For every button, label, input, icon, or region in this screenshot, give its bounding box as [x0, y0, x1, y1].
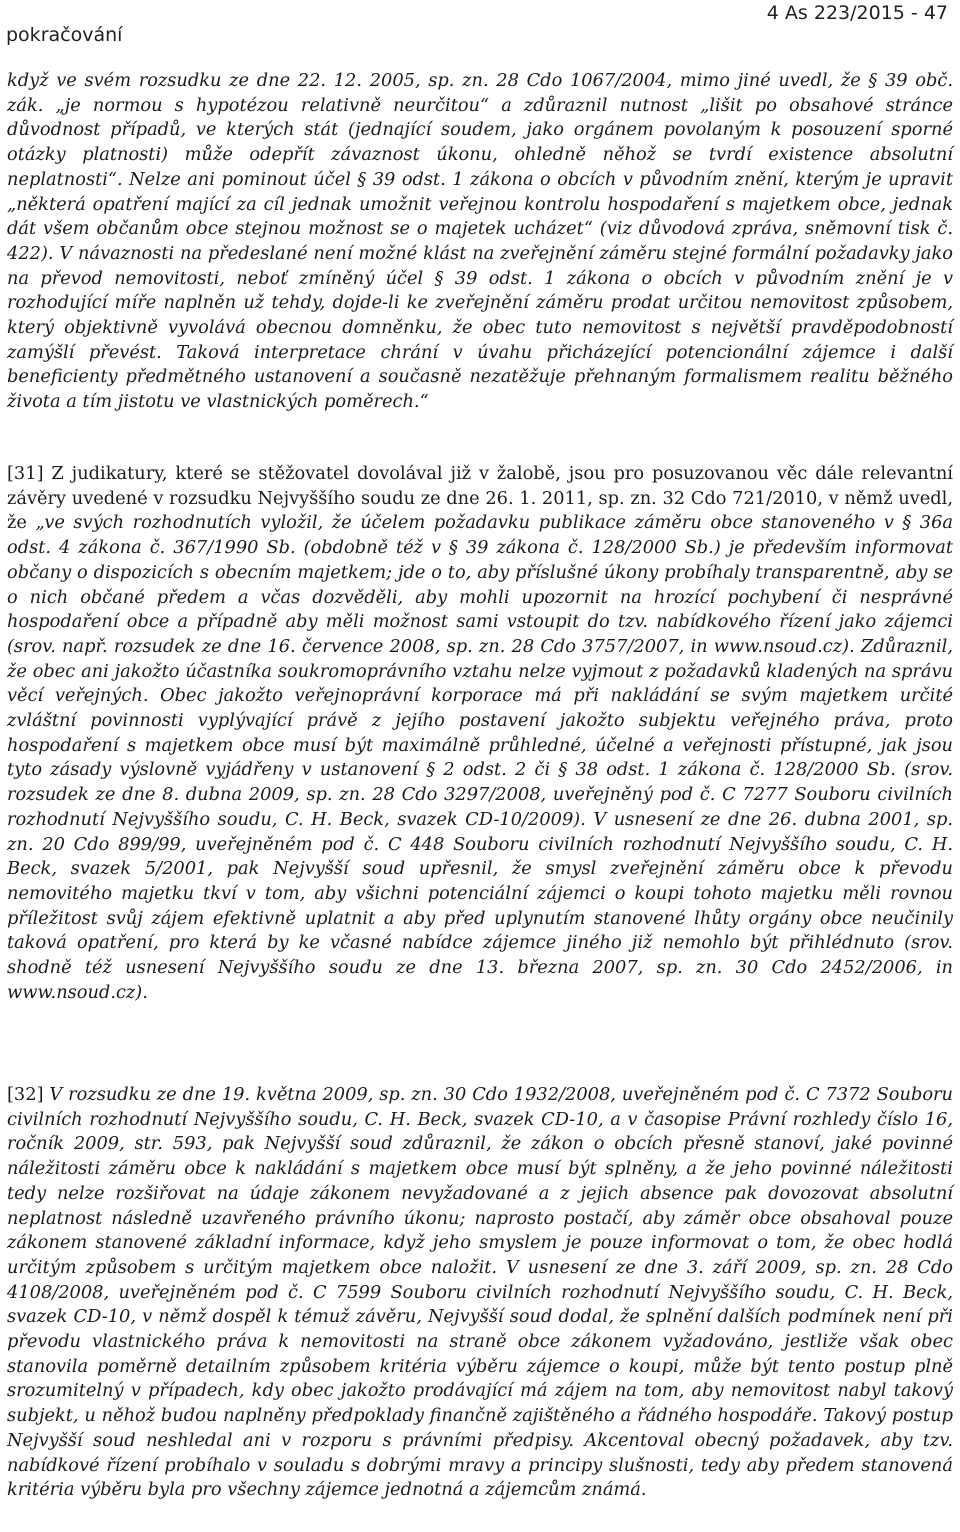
paragraph-number: [32] — [7, 1084, 44, 1105]
paragraph-31-quote: „ve svých rozhodnutích vyložil, že účelem požadavku publikace záměru obce stanoveného v § 36a odst. 4 zákona č. 367/1990 Sb. (obdobně též v § 39 zákona č. 128/2000 Sb.) je především informovat občany o dispozicích s obecním majetkem; jde o to, aby příslušné úkony probíhaly transparentně, aby se o nich občané předem a včas dozvěděli, aby mohli upozornit na hrozící pochybení či nesprávné hospodaření obce a případně aby měli možnost sami vstoupit do tzv. nabídkového řízení jako zájemci (srov. např. rozsudek ze dne 16. července 2008, sp. zn. 28 Cdo 3757/2007, in www.nsoud.cz). Zdůraznil, že obec ani jakožto účastníka soukromoprávního vztahu nelze vyjmout z požadavků kladených na správu věcí veřejných. Obec jakožto veřejnoprávní korporace má při nakládání se svým majetkem určité zvláštní povinnosti vyplývající právě z jejího postavení jakožto subjektu veřejného práva, proto hospodaření s majetkem obce musí být maximálně průhledné, účelné a veřejnosti přístupné, jak jsou tyto zásady výslovně vyjádřeny v ustanovení § 2 odst. 2 či § 38 odst. 1 zákona č. 128/2000 Sb. (srov. rozsudek ze dne 8. dubna 2009, sp. zn. 28 Cdo 3297/2008, uveřejněný pod č. C 7277 Souboru civilních rozhodnutí Nejvyššího soudu, C. H. Beck, svazek CD-10/2009). V usnesení ze dne 26. dubna 2001, sp. zn. 20 Cdo 899/99, uveřejněném pod č. C 448 Souboru civilních rozhodnutí Nejvyššího soudu, C. H. Beck, svazek 5/2001, pak Nejvyšší soud upřesnil, že smysl zveřejnění záměru obce k převodu nemovitého majetku tkví v tom, aby všichni potenciální zájemci o koupi tohoto majetku měli rovnou příležitost svůj zájem efektivně uplatnit a aby před uplynutím stanovené lhůty orgány obce neučinily taková opatření, pro která by ke včasné nabídce zájemce jiného již nemohlo být přihlédnuto (srov. shodně též usnesení Nejvyššího soudu ze dne 13. března 2007, sp. zn. 30 Cdo 2452/2006, in www.nsoud.cz). — [7, 512, 953, 1003]
header-case-number: 4 As 223/2015 - 47 — [766, 2, 948, 24]
paragraph-number: [31] — [7, 463, 44, 484]
paragraph-32-text: V rozsudku ze dne 19. května 2009, sp. zn. 30 Cdo 1932/2008, uveřejněném pod č. C 7372 Souboru civilních rozhodnutí Nejvyššího soudu, C. H. Beck, svazek CD-10, a v časopise Právní rozhledy číslo 16, ročník 2009, str. 593, pak Nejvyšší soud zdůraznil, že zákon o obcích přesně stanoví, jaké povinné náležitosti záměru obce k nakládání s majetkem obce musí být splněny, a že jeho povinné náležitosti tedy nelze rozšiřovat na údaje zákonem nevyžadované a z jejich absence pak dovozovat absolutní neplatnost následně uzavřeného právního úkonu; naprosto postačí, aby záměr obce obsahoval pouze zákonem stanovené základní informace, když jeho smyslem je pouze informovat o tom, že obec hodlá určitým způsobem s určitým majetkem obce naložit. V usnesení ze dne 3. září 2009, sp. zn. 28 Cdo 4108/2008, uveřejněném pod č. C 7599 Souboru civilních rozhodnutí Nejvyššího soudu, C. H. Beck, svazek CD-10, v němž dospěl k témuž závěru, Nejvyšší soud dodal, že splnění dalších podmínek není při převodu vlastnického práva k nemovitosti na straně obce zákonem vyžadováno, jestliže však obec stanovila poměrně detailním způsobem kritéria výběru zájemce o koupi, může být tento postup plně srozumitelný v případech, kdy obec jakožto prodávající má zájem na tom, aby nemovitost nabyl takový subjekt, u něhož budou naplněny předpoklady finančně zajištěného a řádného hospodáře. Takový postup Nejvyšší soud neshledal ani v rozporu s právními předpisy. Akcentoval obecný požadavek, aby tzv. nabídkové řízení probíhalo v souladu s dobrými mravy a principy slušnosti, tedy aby předem stanovená kritéria výběru byla pro všechny zájemce jednotná a zájemcům známá. — [7, 1084, 953, 1501]
continued-paragraph — [7, 69, 953, 415]
header-continuation-label: pokračování — [6, 24, 123, 46]
paragraph-31 — [7, 462, 953, 1005]
paragraph-31-intro: Z judikatury, které se stěžovatel dovolával již v žalobě, jsou pro posuzovanou věc dále relevantní závěry uvedené v rozsudku Nejvyššího soudu ze dne 26. 1. 2011, sp. zn. 32 Cdo 721/2010, v němž uvedl, že — [7, 463, 953, 534]
paragraph-32 — [7, 1083, 953, 1503]
continued-paragraph-text: když ve svém rozsudku ze dne 22. 12. 2005, sp. zn. 28 Cdo 1067/2004, mimo jiné uvedl, že § 39 obč. zák. „je normou s hypotézou relativně neurčitou“ a zdůraznil nutnost „lišit po obsahové stránce důvodnost případů, ve kterých stát (jednající soudem, jako orgánem povolaným k posouzení sporné otázky platnosti) může odepřít závaznost úkonu, ohledně něhož se tvrdí existence absolutní neplatnosti“. Nelze ani pominout účel § 39 odst. 1 zákona o obcích v původním znění, kterým je upravit „některá opatření mající za cíl jednak umožnit veřejnou kontrolu hospodaření s majetkem obce, jednak dát všem občanům obce stejnou možnost se o majetek ucházet“ (viz důvodová zpráva, sněmovní tisk č. 422). V návaznosti na předeslané není možné klást na zveřejnění záměru stejné formální požadavky jako na převod nemovitosti, neboť zmíněný účel § 39 odst. 1 zákona o obcích v původním znění je v rozhodující míře naplněn už tehdy, dojde-li ke zveřejnění záměru prodat určitou nemovitost způsobem, který objektivně vyvolává obecnou domněnku, že obec tuto nemovitost s největší pravděpodobností zamýšlí převést. Taková interpretace chrání v úvahu přicházející potencionální zájemce i další beneficienty předmětného ustanovení a současně nezatěžuje přehnaným formalismem realitu běžného života a tím jistotu ve vlastnických poměrech.“ — [7, 70, 953, 413]
